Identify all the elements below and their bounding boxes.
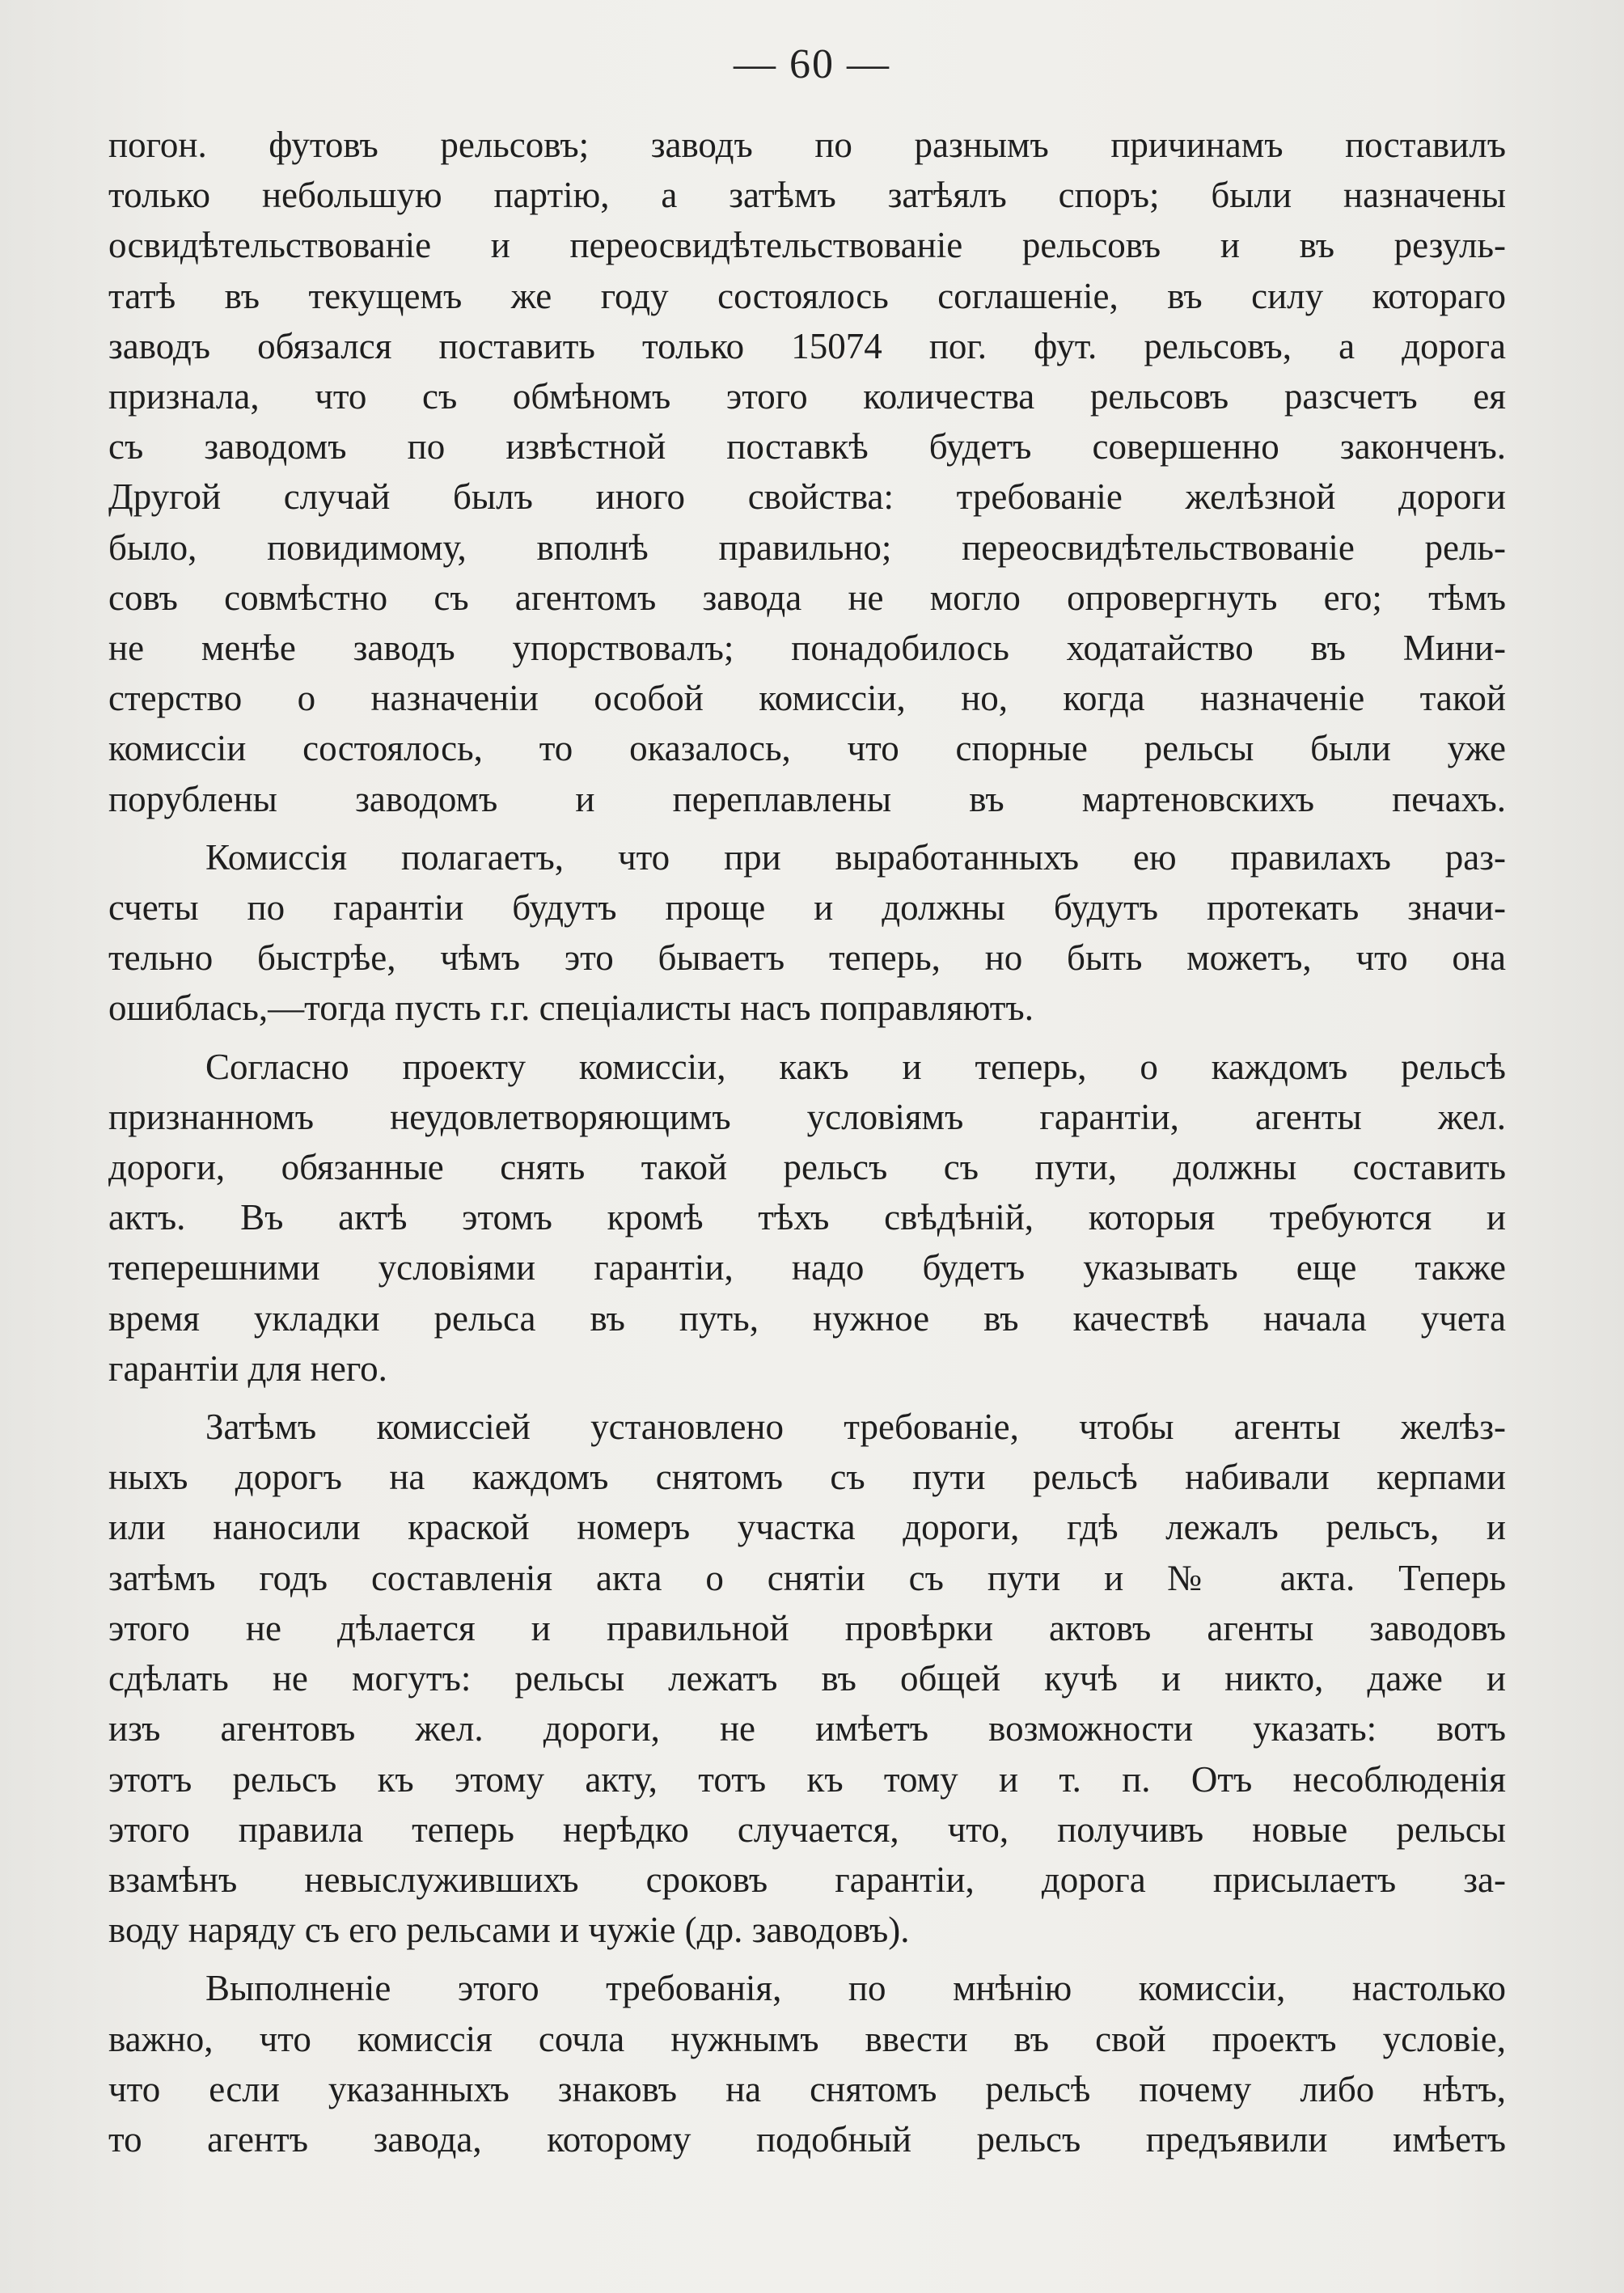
text-line: Другой случай былъ иного свойства: требованіе желѣзной дороги <box>108 476 1506 518</box>
text-line: ныхъ дорогъ на каждомъ снятомъ съ пути рельсѣ набивали керпами <box>108 1457 1506 1498</box>
text-line: погон. футовъ рельсовъ; заводъ по разнымъ причинамъ поставилъ <box>108 125 1506 165</box>
text-line: или наносили краской номеръ участка дороги, гдѣ лежалъ рельсъ, и <box>108 1507 1506 1548</box>
text-line: изъ агентовъ жел. дороги, не имѣетъ возможности указать: вотъ <box>108 1708 1506 1749</box>
text-line: то агентъ завода, которому подобный рельсъ предъявили имѣетъ <box>108 2118 1506 2160</box>
text-line: дороги, обязанные снять такой рельсъ съ пути, должны составить <box>108 1147 1506 1188</box>
text-line: было, повидимому, вполнѣ правильно; переосвидѣтельствованіе рель- <box>108 527 1506 568</box>
text-line: счеты по гарантіи будутъ проще и должны будутъ протекать значи- <box>108 887 1506 929</box>
text-line: тельно быстрѣе, чѣмъ это бываетъ теперь, но быть можетъ, что она <box>108 937 1506 979</box>
text-line: стерство о назначеніи особой комиссіи, но, когда назначеніе такой <box>108 678 1506 719</box>
text-line: этого не дѣлается и правильной провѣрки актовъ агенты заводовъ <box>108 1607 1506 1648</box>
paragraph <box>108 832 1506 1034</box>
text-line: порублены заводомъ и переплавлены въ мартеновскихъ печахъ. <box>108 778 1506 819</box>
text-line: татѣ въ текущемъ же году состоялось соглашеніе, въ силу котораго <box>108 275 1506 316</box>
text-line: только небольшую партію, а затѣмъ затѣялъ споръ; были назначены <box>108 175 1506 216</box>
text-line: этого правила теперь нерѣдко случается, что, получивъ новые рельсы <box>108 1809 1506 1850</box>
text-line: не менѣе заводъ упорствовалъ; понадобилось ходатайство въ Мини- <box>108 628 1506 669</box>
body-text <box>108 120 1506 2164</box>
text-line: затѣмъ годъ составленія акта о снятіи съ пути и № акта. Теперь <box>108 1557 1506 1598</box>
text-line: сдѣлать не могутъ: рельсы лежатъ въ общей кучѣ и никто, даже и <box>108 1658 1506 1699</box>
text-line: освидѣтельствованіе и переосвидѣтельствованіе рельсовъ и въ резуль- <box>108 225 1506 266</box>
text-line: признала, что съ обмѣномъ этого количества рельсовъ разсчетъ ея <box>108 376 1506 417</box>
paragraph <box>108 1402 1506 1955</box>
text-line: этотъ рельсъ къ этому акту, тотъ къ тому и т. п. Отъ несоблюденія <box>108 1758 1506 1800</box>
text-line: взамѣнъ невыслужившихъ сроковъ гарантіи, дорога присылаетъ за- <box>108 1859 1506 1900</box>
text-line: комиссіи состоялось, то оказалось, что спорные рельсы были уже <box>108 728 1506 769</box>
text-line: Комиссія полагаетъ, что при выработанныхъ ею правилахъ раз- <box>205 836 1506 878</box>
text-line: важно, что комиссія сочла нужнымъ ввести въ свой проектъ условіе, <box>108 2018 1506 2059</box>
text-line: заводъ обязался поставить только 15074 пог. фут. рельсовъ, а дорога <box>108 325 1506 366</box>
paragraph <box>108 1042 1506 1394</box>
paragraph <box>108 1963 1506 2164</box>
paragraph <box>108 120 1506 824</box>
text-line: теперешними условіями гарантіи, надо будетъ указывать еще также <box>108 1247 1506 1288</box>
text-line: признанномъ неудовлетворяющимъ условіямъ гарантіи, агенты жел. <box>108 1096 1506 1137</box>
text-line: Согласно проекту комиссіи, какъ и теперь, о каждомъ рельсѣ <box>205 1046 1506 1087</box>
text-line: что если указанныхъ знаковъ на снятомъ рельсѣ почему либо нѣтъ, <box>108 2068 1506 2109</box>
text-line: совъ совмѣстно съ агентомъ завода не могло опровергнуть его; тѣмъ <box>108 577 1506 618</box>
text-line: воду наряду съ его рельсами и чужіе (др. заводовъ). <box>108 1910 910 1951</box>
text-line: ошиблась,—тогда пусть г.г. спеціалисты насъ поправляютъ. <box>108 988 1034 1029</box>
text-line: съ заводомъ по извѣстной поставкѣ будетъ совершенно законченъ. <box>108 426 1506 467</box>
text-line: Выполненіе этого требованія, по мнѣнію комиссіи, настолько <box>205 1968 1506 2009</box>
text-line: время укладки рельса въ путь, нужное въ качествѣ начала учета <box>108 1297 1506 1339</box>
text-line: гарантіи для него. <box>108 1347 387 1389</box>
page-number: — 60 — <box>734 41 890 87</box>
text-line: актъ. Въ актѣ этомъ кромѣ тѣхъ свѣдѣній, которыя требуются и <box>108 1197 1506 1238</box>
text-line: Затѣмъ комиссіей установлено требованіе, чтобы агенты желѣз- <box>205 1407 1506 1448</box>
